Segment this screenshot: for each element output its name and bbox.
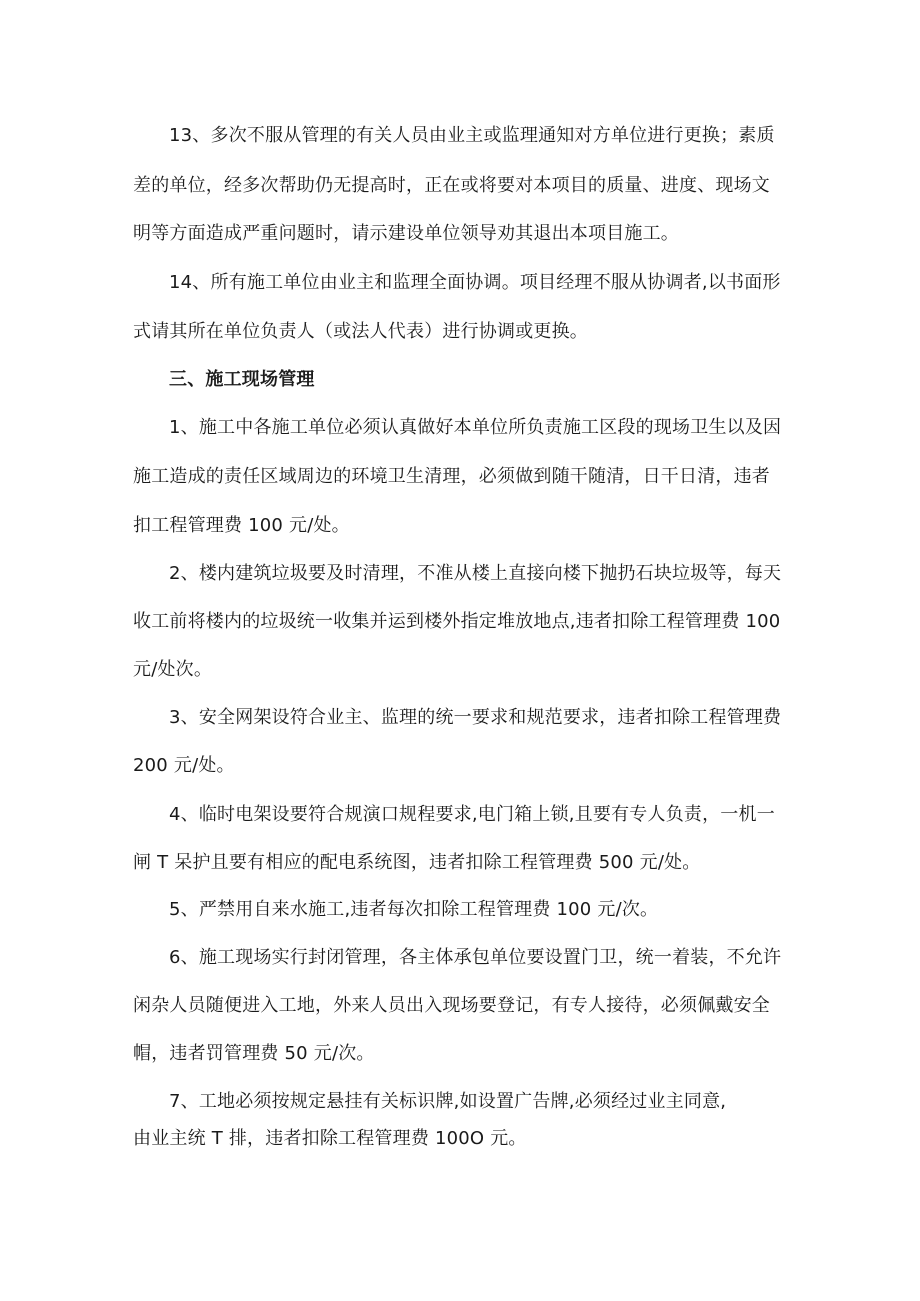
item-4-line-2: 闸 T 呆护且要有相应的配电系统图，违者扣除工程管理费 500 元/处。: [133, 852, 701, 873]
section-heading: 三、施工现场管理: [169, 369, 315, 390]
item-7-line-2: 由业主统 T 排，违者扣除工程管理费 100O 元。: [133, 1128, 527, 1149]
item-5-line-1: 5、严禁用自来水施工,违者每次扣除工程管理费 100 元/次。: [169, 899, 659, 920]
item-3-line-2: 200 元/处。: [133, 755, 235, 776]
paragraph-13-line-2: 差的单位，经多次帮助仍无提高时，正在或将要对本项目的质量、进度、现场文: [133, 175, 770, 196]
item-7-line-1: 7、工地必须按规定悬挂有关标识牌,如设置广告牌,必须经过业主同意,: [169, 1091, 727, 1112]
paragraph-13-line-1: 13、多次不服从管理的有关人员由业主或监理通知对方单位进行更换；素质: [169, 125, 775, 146]
item-6-line-3: 帽，违者罚管理费 50 元/次。: [133, 1043, 375, 1064]
item-2-line-1: 2、楼内建筑垃圾要及时清理，不准从楼上直接向楼下抛扔石块垃圾等，每天: [169, 563, 782, 584]
item-1-line-3: 扣工程管理费 100 元/处。: [133, 515, 350, 536]
item-1-line-2: 施工造成的责任区域周边的环境卫生清理，必须做到随干随清，日干日清，违者: [133, 466, 770, 487]
paragraph-13-line-3: 明等方面造成严重问题时，请示建设单位领导劝其退出本项目施工。: [133, 223, 679, 244]
item-2-line-3: 元/处次。: [133, 659, 213, 680]
item-1-line-1: 1、施工中各施工单位必须认真做好本单位所负责施工区段的现场卫生以及因: [169, 417, 782, 438]
item-4-line-1: 4、临时电架设要符合规演口规程要求,电门箱上锁,且要有专人负责，一机一: [169, 804, 775, 825]
item-6-line-2: 闲杂人员随便进入工地，外来人员出入现场要登记，有专人接待，必须佩戴安全: [133, 995, 770, 1016]
paragraph-14-line-2: 式请其所在单位负责人（或法人代表）进行协调或更换。: [133, 321, 588, 342]
item-6-line-1: 6、施工现场实行封闭管理，各主体承包单位要设置门卫，统一着装，不允许: [169, 947, 782, 968]
item-2-line-2: 收工前将楼内的垃圾统一收集并运到楼外指定堆放地点,违者扣除工程管理费 100: [133, 611, 781, 632]
item-3-line-1: 3、安全网架设符合业主、监理的统一要求和规范要求，违者扣除工程管理费: [169, 707, 782, 728]
paragraph-14-line-1: 14、所有施工单位由业主和监理全面协调。项目经理不服从协调者,以书面形: [169, 272, 781, 293]
